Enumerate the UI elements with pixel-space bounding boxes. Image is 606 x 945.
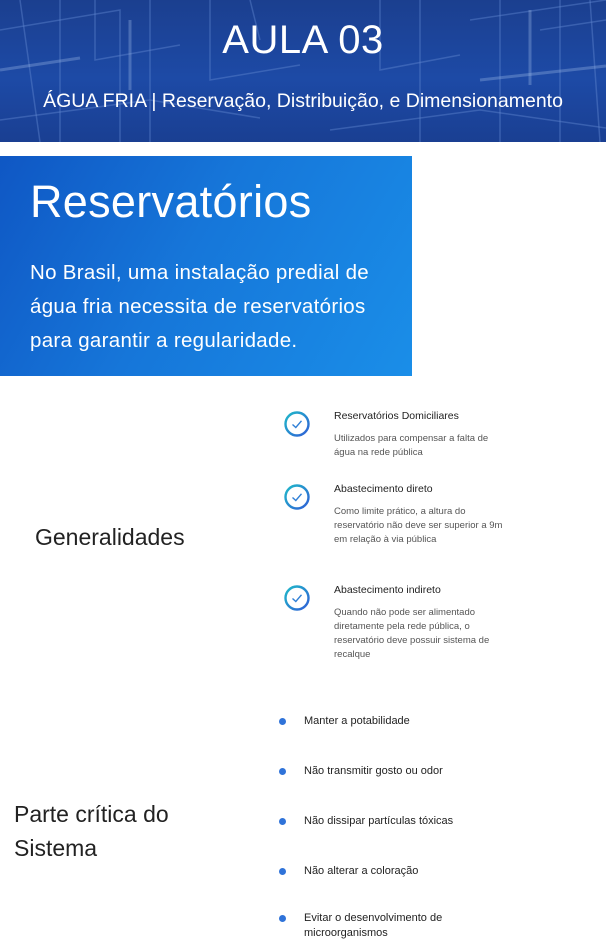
- bullet-icon: [279, 818, 286, 825]
- bullet-text: Não transmitir gosto ou odor: [304, 765, 443, 777]
- bullet-text: Manter a potabilidade: [304, 715, 410, 727]
- bullet-icon: [279, 915, 286, 922]
- bullet-icon: [279, 768, 286, 775]
- page-subtitle: ÁGUA FRIA | Reservação, Distribuição, e Dimensionamento: [43, 90, 563, 112]
- check-circle-icon: [283, 584, 311, 612]
- item-title: Reservatórios Domiciliares: [334, 410, 459, 422]
- page-title: AULA 03: [222, 18, 384, 62]
- section-heading: Reservatórios: [30, 176, 312, 227]
- bullet-text: Não alterar a coloração: [304, 865, 419, 877]
- check-circle-icon: [283, 410, 311, 438]
- generalidades-label: Generalidades: [35, 524, 185, 550]
- parte-critica-label: Parte crítica do Sistema: [14, 801, 169, 861]
- header-banner: [0, 0, 606, 142]
- item-description: Utilizados para compensar a falta de água na rede pública: [334, 433, 489, 458]
- item-description: Como limite prático, a altura do reservatório não deve ser superior a 9m em relação à via pública: [334, 506, 503, 545]
- section-intro-text: No Brasil, uma instalação predial de água fria necessita de reservatórios para garantir a regularidade.: [30, 261, 369, 352]
- reservatorios-card: [0, 156, 412, 376]
- bullet-icon: [279, 868, 286, 875]
- bullet-text: Evitar o desenvolvimento de microorganismos: [304, 912, 443, 939]
- bullet-text: Não dissipar partículas tóxicas: [304, 815, 454, 827]
- item-title: Abastecimento indireto: [334, 584, 441, 596]
- item-description: Quando não pode ser alimentado diretamente pela rede pública, o reservatório deve possuir sistema de recalque: [334, 607, 490, 660]
- bullet-icon: [279, 718, 286, 725]
- check-circle-icon: [283, 483, 311, 511]
- item-title: Abastecimento direto: [334, 483, 433, 495]
